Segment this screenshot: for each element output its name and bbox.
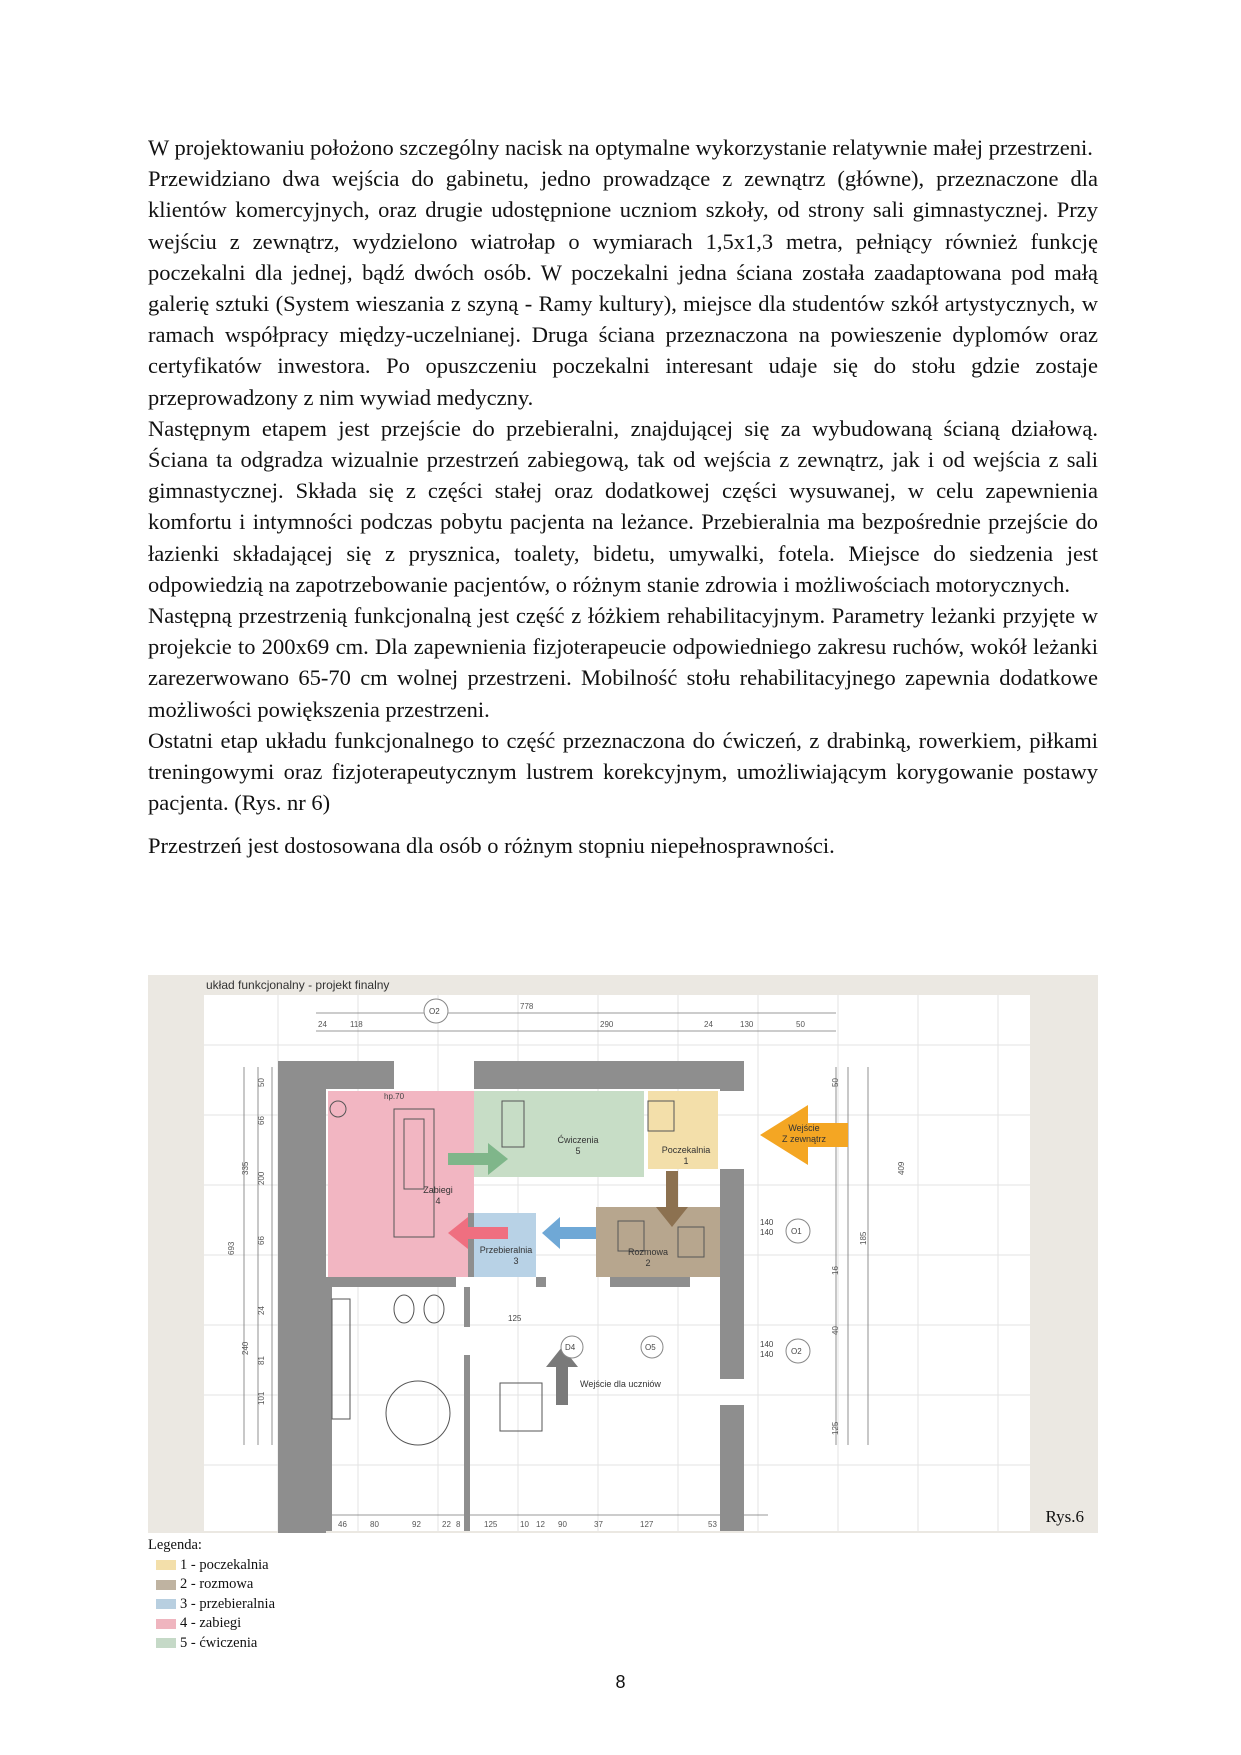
floor-plan-drawing: [148, 975, 1098, 1533]
svg-text:125: 125: [831, 1421, 840, 1435]
svg-text:hp.70: hp.70: [384, 1092, 405, 1101]
svg-text:335: 335: [241, 1161, 250, 1175]
svg-text:130: 130: [740, 1020, 754, 1029]
floor-plan-figure: [148, 975, 1098, 1533]
svg-text:53: 53: [708, 1520, 717, 1529]
svg-text:290: 290: [600, 1020, 614, 1029]
axis-marker-o2-label: O2: [791, 1347, 802, 1356]
svg-text:66: 66: [257, 1236, 266, 1245]
legend-label: 2 - rozmowa: [180, 1576, 254, 1592]
svg-text:127: 127: [640, 1520, 654, 1529]
svg-text:90: 90: [558, 1520, 567, 1529]
svg-text:92: 92: [412, 1520, 421, 1529]
paragraph-3: Następnym etapem jest przejście do przebieralni, znajdującej się za wybudowaną ścianą działową. Ściana ta odgradza wizualnie przestrzeń zabiegową, tak od wejścia z zewnątrz, jak i od wejścia z sali gimnastycznej. Składa się z części stałej oraz dodatkowej części wysuwanej, w celu zapewnienia komfortu i intymności podczas pobytu pacjenta na leżance. Przebieralnia ma bezpośrednie przejście do łazienki składającej się z prysznica, toalety, bidetu, umywalki, fotela. Miejsce do siedzenia jest odpowiedzią na zapotrzebowanie pacjentów, o różnym stanie zdrowia i możliwościach motorycznych.: [148, 415, 1098, 597]
label-rozmowa: Rozmowa: [627, 1247, 669, 1257]
legend-label: 3 - przebieralnia: [180, 1595, 276, 1612]
svg-text:24: 24: [704, 1020, 713, 1029]
label-zabiegi-num: 4: [435, 1196, 441, 1206]
svg-text:118: 118: [350, 1020, 363, 1029]
svg-text:10: 10: [520, 1520, 529, 1529]
body-text: [148, 132, 1098, 862]
legend-title: Legenda:: [148, 1537, 202, 1553]
svg-text:140: 140: [760, 1228, 774, 1237]
paragraph-4: Następną przestrzenią funkcjonalną jest część z łóżkiem rehabilitacyjnym. Parametry leżanki przyjęte w projekcie to 200x69 cm. Dla zapewnienia fizjoterapeucie odpowiedniego zakresu ruchów, wokół leżanki zarezerwowano 65-70 cm wolnej przestrzeni. Mobilność stołu rehabilitacyjnego zapewnia dodatkowe możliwości powiększenia przestrzeni.: [148, 603, 1098, 722]
closing-sentence: Przestrzeń jest dostosowana dla osób o różnym stopniu niepełnosprawności.: [148, 833, 835, 859]
svg-text:693: 693: [227, 1241, 236, 1255]
svg-text:40: 40: [831, 1326, 840, 1335]
label-zabiegi: Zabiegi: [423, 1185, 453, 1195]
entrance-outside-label-1: Wejście: [788, 1123, 820, 1133]
svg-text:50: 50: [257, 1078, 266, 1087]
figure-caption: układ funkcjonalny - projekt finalny: [206, 978, 390, 992]
svg-text:200: 200: [257, 1171, 266, 1185]
svg-text:778: 778: [520, 1002, 534, 1011]
entrance-outside-label-2: Z zewnątrz: [781, 1134, 827, 1144]
legend-swatch: [156, 1619, 176, 1629]
svg-text:46: 46: [338, 1520, 347, 1529]
label-przebieralnia-num: 3: [513, 1256, 519, 1266]
svg-text:409: 409: [897, 1161, 906, 1175]
label-rozmowa-num: 2: [645, 1258, 651, 1268]
legend-item: [156, 1634, 275, 1654]
svg-text:37: 37: [594, 1520, 603, 1529]
axis-marker-o5-label: O5: [645, 1343, 656, 1352]
figure-label: Rys.6: [1045, 1507, 1084, 1526]
svg-text:24: 24: [257, 1306, 266, 1315]
label-poczekalnia-num: 1: [683, 1156, 689, 1166]
svg-text:12: 12: [536, 1520, 545, 1529]
label-przebieralnia: Przebieralnia: [479, 1245, 533, 1255]
entrance-students-label: Wejście dla uczniów: [580, 1379, 661, 1389]
legend-label: 1 - poczekalnia: [180, 1556, 269, 1573]
paragraph-1: W projektowaniu położono szczególny nacisk na optymalne wykorzystanie relatywnie małej przestrzeni.: [148, 135, 1093, 160]
svg-text:125: 125: [508, 1314, 522, 1323]
svg-text:240: 240: [241, 1341, 250, 1355]
axis-marker-top-label: O2: [429, 1007, 440, 1016]
legend-label: 4 - zabiegi: [180, 1615, 242, 1631]
label-poczekalnia: Poczekalnia: [661, 1145, 711, 1155]
legend-item: [156, 1556, 275, 1576]
svg-text:16: 16: [831, 1266, 840, 1275]
legend-label: 5 - ćwiczenia: [180, 1634, 258, 1651]
svg-text:50: 50: [831, 1078, 840, 1087]
legend-swatch: [156, 1580, 176, 1590]
legend-item: [156, 1614, 275, 1634]
paragraph-5: Ostatni etap układu funkcjonalnego to część przeznaczona do ćwiczeń, z drabinką, rowerkiem, piłkami treningowymi oraz fizjoterapeutycznym lustrem korekcyjnym, umożliwiającym korygowanie postawy pacjenta. (Rys. nr 6): [148, 727, 1098, 816]
room-zabiegi: [328, 1091, 474, 1277]
room-rozmowa: [596, 1207, 720, 1277]
svg-text:24: 24: [318, 1020, 327, 1029]
svg-text:80: 80: [370, 1520, 379, 1529]
svg-text:125: 125: [484, 1520, 498, 1529]
legend-item: [156, 1575, 275, 1595]
svg-text:8: 8: [456, 1520, 461, 1529]
label-cwiczenia-num: 5: [575, 1146, 581, 1156]
legend: [148, 1536, 275, 1653]
svg-text:185: 185: [859, 1231, 868, 1245]
svg-text:101: 101: [257, 1391, 266, 1405]
axis-marker-d4-label: D4: [565, 1343, 576, 1352]
svg-text:140: 140: [760, 1350, 774, 1359]
label-cwiczenia: Ćwiczenia: [557, 1135, 599, 1145]
paragraph-2: Przewidziano dwa wejścia do gabinetu, jedno prowadzące z zewnątrz (główne), przeznaczone dla klientów komercyjnych, oraz drugie udostępnione uczniom szkoły, od strony sali gimnastycznej. Przy wejściu z zewnątrz, wydzielono wiatrołap o wymiarach 1,5x1,3 metra, pełniący również funkcję poczekalni dla jednej, bądź dwóch osób. W poczekalni jedna ściana została zaadaptowana pod małą galerię sztuki (System wieszania z szyną - Ramy kultury), miejsce dla studentów szkół artystycznych, w ramach współpracy między-uczelnianej. Druga ściana przeznaczona na powieszenie dyplomów oraz certyfikatów inwestora. Po opuszczeniu poczekalni interesant udaje się do stołu gdzie zostaje przeprowadzony z nim wywiad medyczny.: [148, 166, 1098, 410]
svg-text:81: 81: [257, 1356, 266, 1365]
legend-swatch: [156, 1638, 176, 1648]
legend-item: [156, 1595, 275, 1615]
svg-text:66: 66: [257, 1116, 266, 1125]
page-number: 8: [615, 1672, 626, 1692]
legend-swatch: [156, 1599, 176, 1609]
svg-text:50: 50: [796, 1020, 805, 1029]
svg-text:140: 140: [760, 1340, 774, 1349]
svg-text:22: 22: [442, 1520, 451, 1529]
axis-marker-o1-label: O1: [791, 1227, 802, 1236]
svg-text:140: 140: [760, 1218, 774, 1227]
legend-items: [148, 1556, 275, 1654]
legend-swatch: [156, 1560, 176, 1570]
